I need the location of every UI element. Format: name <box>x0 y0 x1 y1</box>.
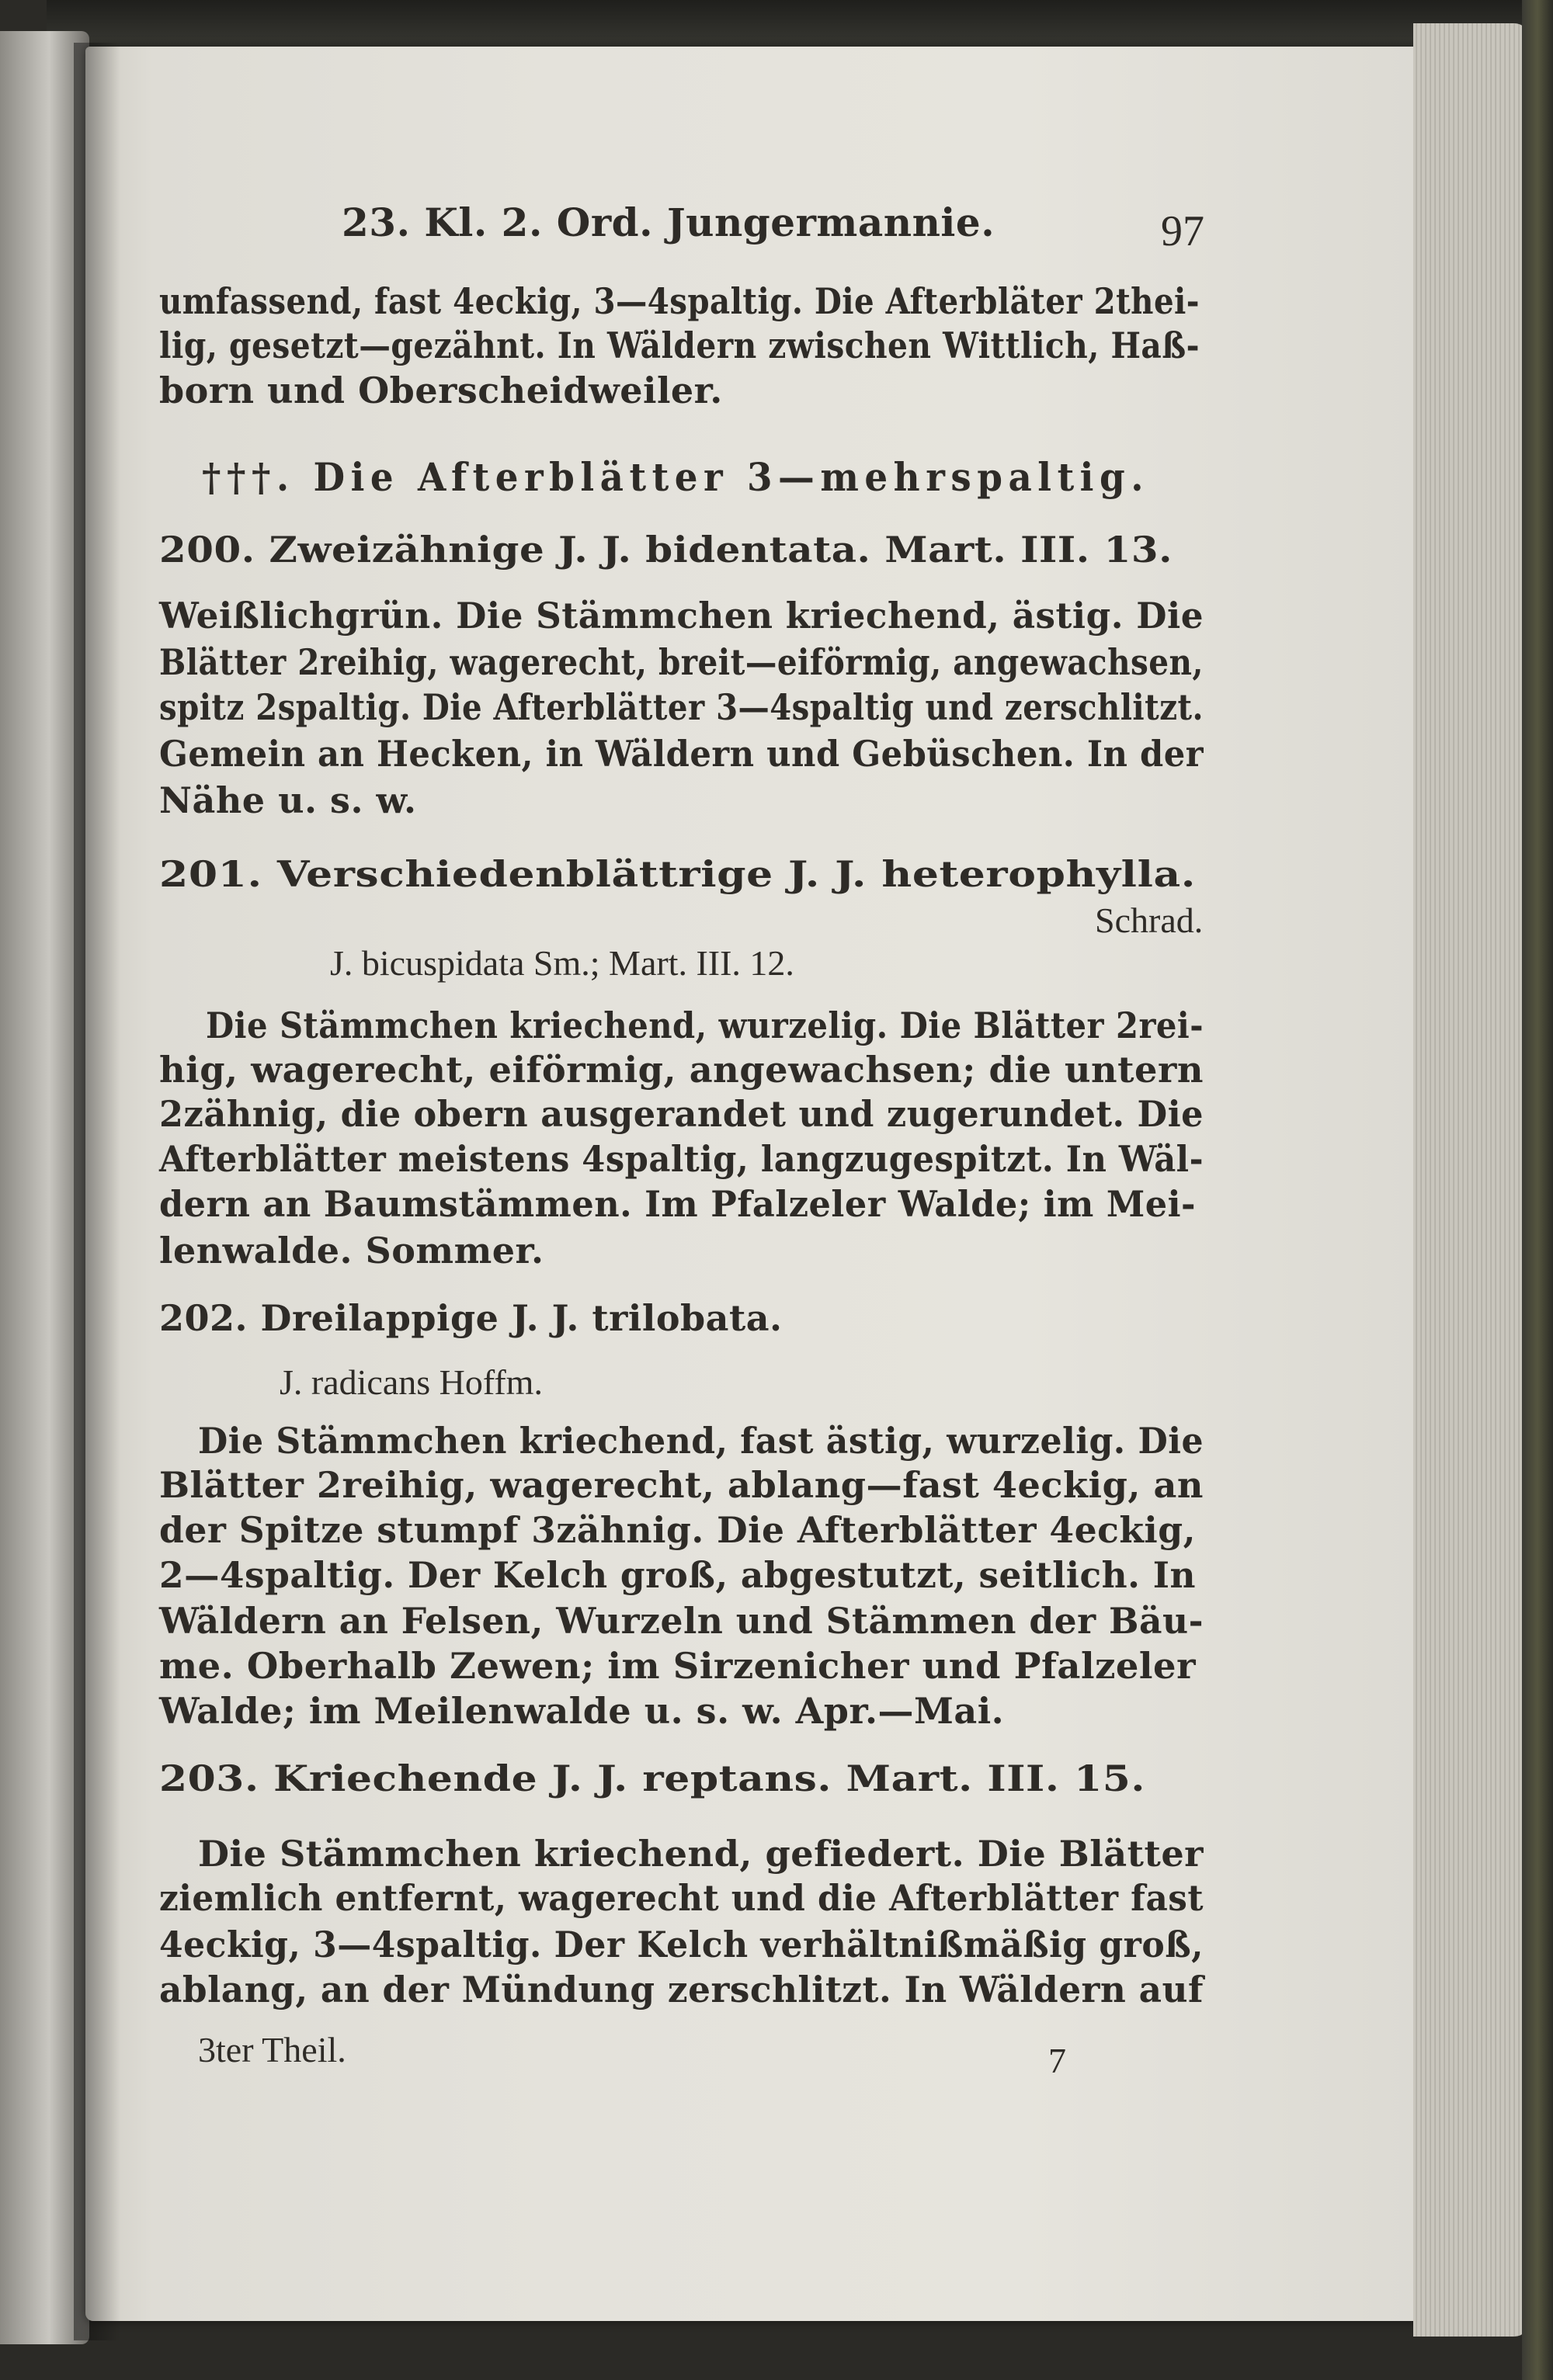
text-line: 200. Zweizähnige J. J. bidentata. Mart. III. 13. <box>159 529 1173 571</box>
text-line: ablang, an der Mündung zerschlitzt. In Wäldern auf <box>159 1969 1204 2011</box>
text-line: ziemlich entfernt, wagerecht und die Afterblätter fast <box>159 1877 1204 1919</box>
text-line: Wäldern an Felsen, Wurzeln und Stämmen der Bäu- <box>159 1600 1204 1642</box>
text-line: J. radicans Hoffm. <box>280 1362 543 1402</box>
text-line: 2zähnig, die obern ausgerandet und zugerundet. Die <box>159 1093 1204 1135</box>
text-line: 201. Verschiedenblättrige J. J. heterophylla. <box>159 853 1196 895</box>
text-line: Nähe u. s. w. <box>159 779 417 821</box>
text-line: 202. Dreilappige J. J. trilobata. <box>159 1297 783 1339</box>
text-line: hig, wagerecht, eiförmig, angewachsen; die untern <box>159 1049 1204 1091</box>
text-line: Walde; im Meilenwalde u. s. w. Apr.—Mai. <box>159 1690 1005 1732</box>
text-line: †††. Die Afterblätter 3—mehrspaltig. <box>202 454 1149 500</box>
text-line: born und Oberscheidweiler. <box>159 369 723 411</box>
text-line: spitz 2spaltig. Die Afterblätter 3—4spaltig und zerschlitzt. <box>159 686 1204 728</box>
sheet-mark: 7 <box>1048 2041 1066 2080</box>
text-line: Afterblätter meistens 4spaltig, langzugespitzt. In Wäl- <box>159 1138 1204 1180</box>
text-line: der Spitze stumpf 3zähnig. Die Afterblätter 4eckig, <box>159 1509 1196 1551</box>
page-number: 97 <box>1161 207 1204 255</box>
text-line: lenwalde. Sommer. <box>159 1230 544 1272</box>
text-line: lig, gesetzt—gezähnt. In Wäldern zwischen Wittlich, Haß- <box>159 324 1200 366</box>
text-line: 2—4spaltig. Der Kelch groß, abgestutzt, seitlich. In <box>159 1554 1196 1596</box>
text-line: Die Stämmchen kriechend, gefiedert. Die Blätter <box>198 1833 1204 1875</box>
text-line: J. bicuspidata Sm.; Mart. III. 12. <box>330 943 794 983</box>
text-line: Die Stämmchen kriechend, fast ästig, wurzelig. Die <box>198 1420 1204 1462</box>
text-line: 4eckig, 3—4spaltig. Der Kelch verhältnißmäßig groß, <box>159 1924 1204 1965</box>
text-line: umfassend, fast 4eckig, 3—4spaltig. Die Afterbläter 2thei- <box>159 280 1200 322</box>
text-line: 203. Kriechende J. J. reptans. Mart. III. 15. <box>159 1757 1145 1799</box>
text-line: Blätter 2reihig, wagerecht, breit—eiförmig, angewachsen, <box>159 641 1204 683</box>
text-line: Gemein an Hecken, in Wäldern und Gebüschen. In der <box>159 733 1204 775</box>
text-line: Weißlichgrün. Die Stämmchen kriechend, ästig. Die <box>159 595 1204 637</box>
running-title: 23. Kl. 2. Ord. Jungermannie. <box>342 199 995 245</box>
text-line: me. Oberhalb Zewen; im Sirzenicher und Pfalzeler <box>159 1645 1196 1687</box>
text-line: Die Stämmchen kriechend, wurzelig. Die Blätter 2rei- <box>206 1004 1204 1046</box>
text-line: Blätter 2reihig, wagerecht, ablang—fast 4eckig, an <box>159 1464 1204 1506</box>
text-line: Schrad. <box>1095 900 1204 940</box>
signature-line: 3ter Theil. <box>198 2030 346 2069</box>
text-line: dern an Baumstämmen. Im Pfalzeler Walde; im Mei- <box>159 1183 1196 1225</box>
